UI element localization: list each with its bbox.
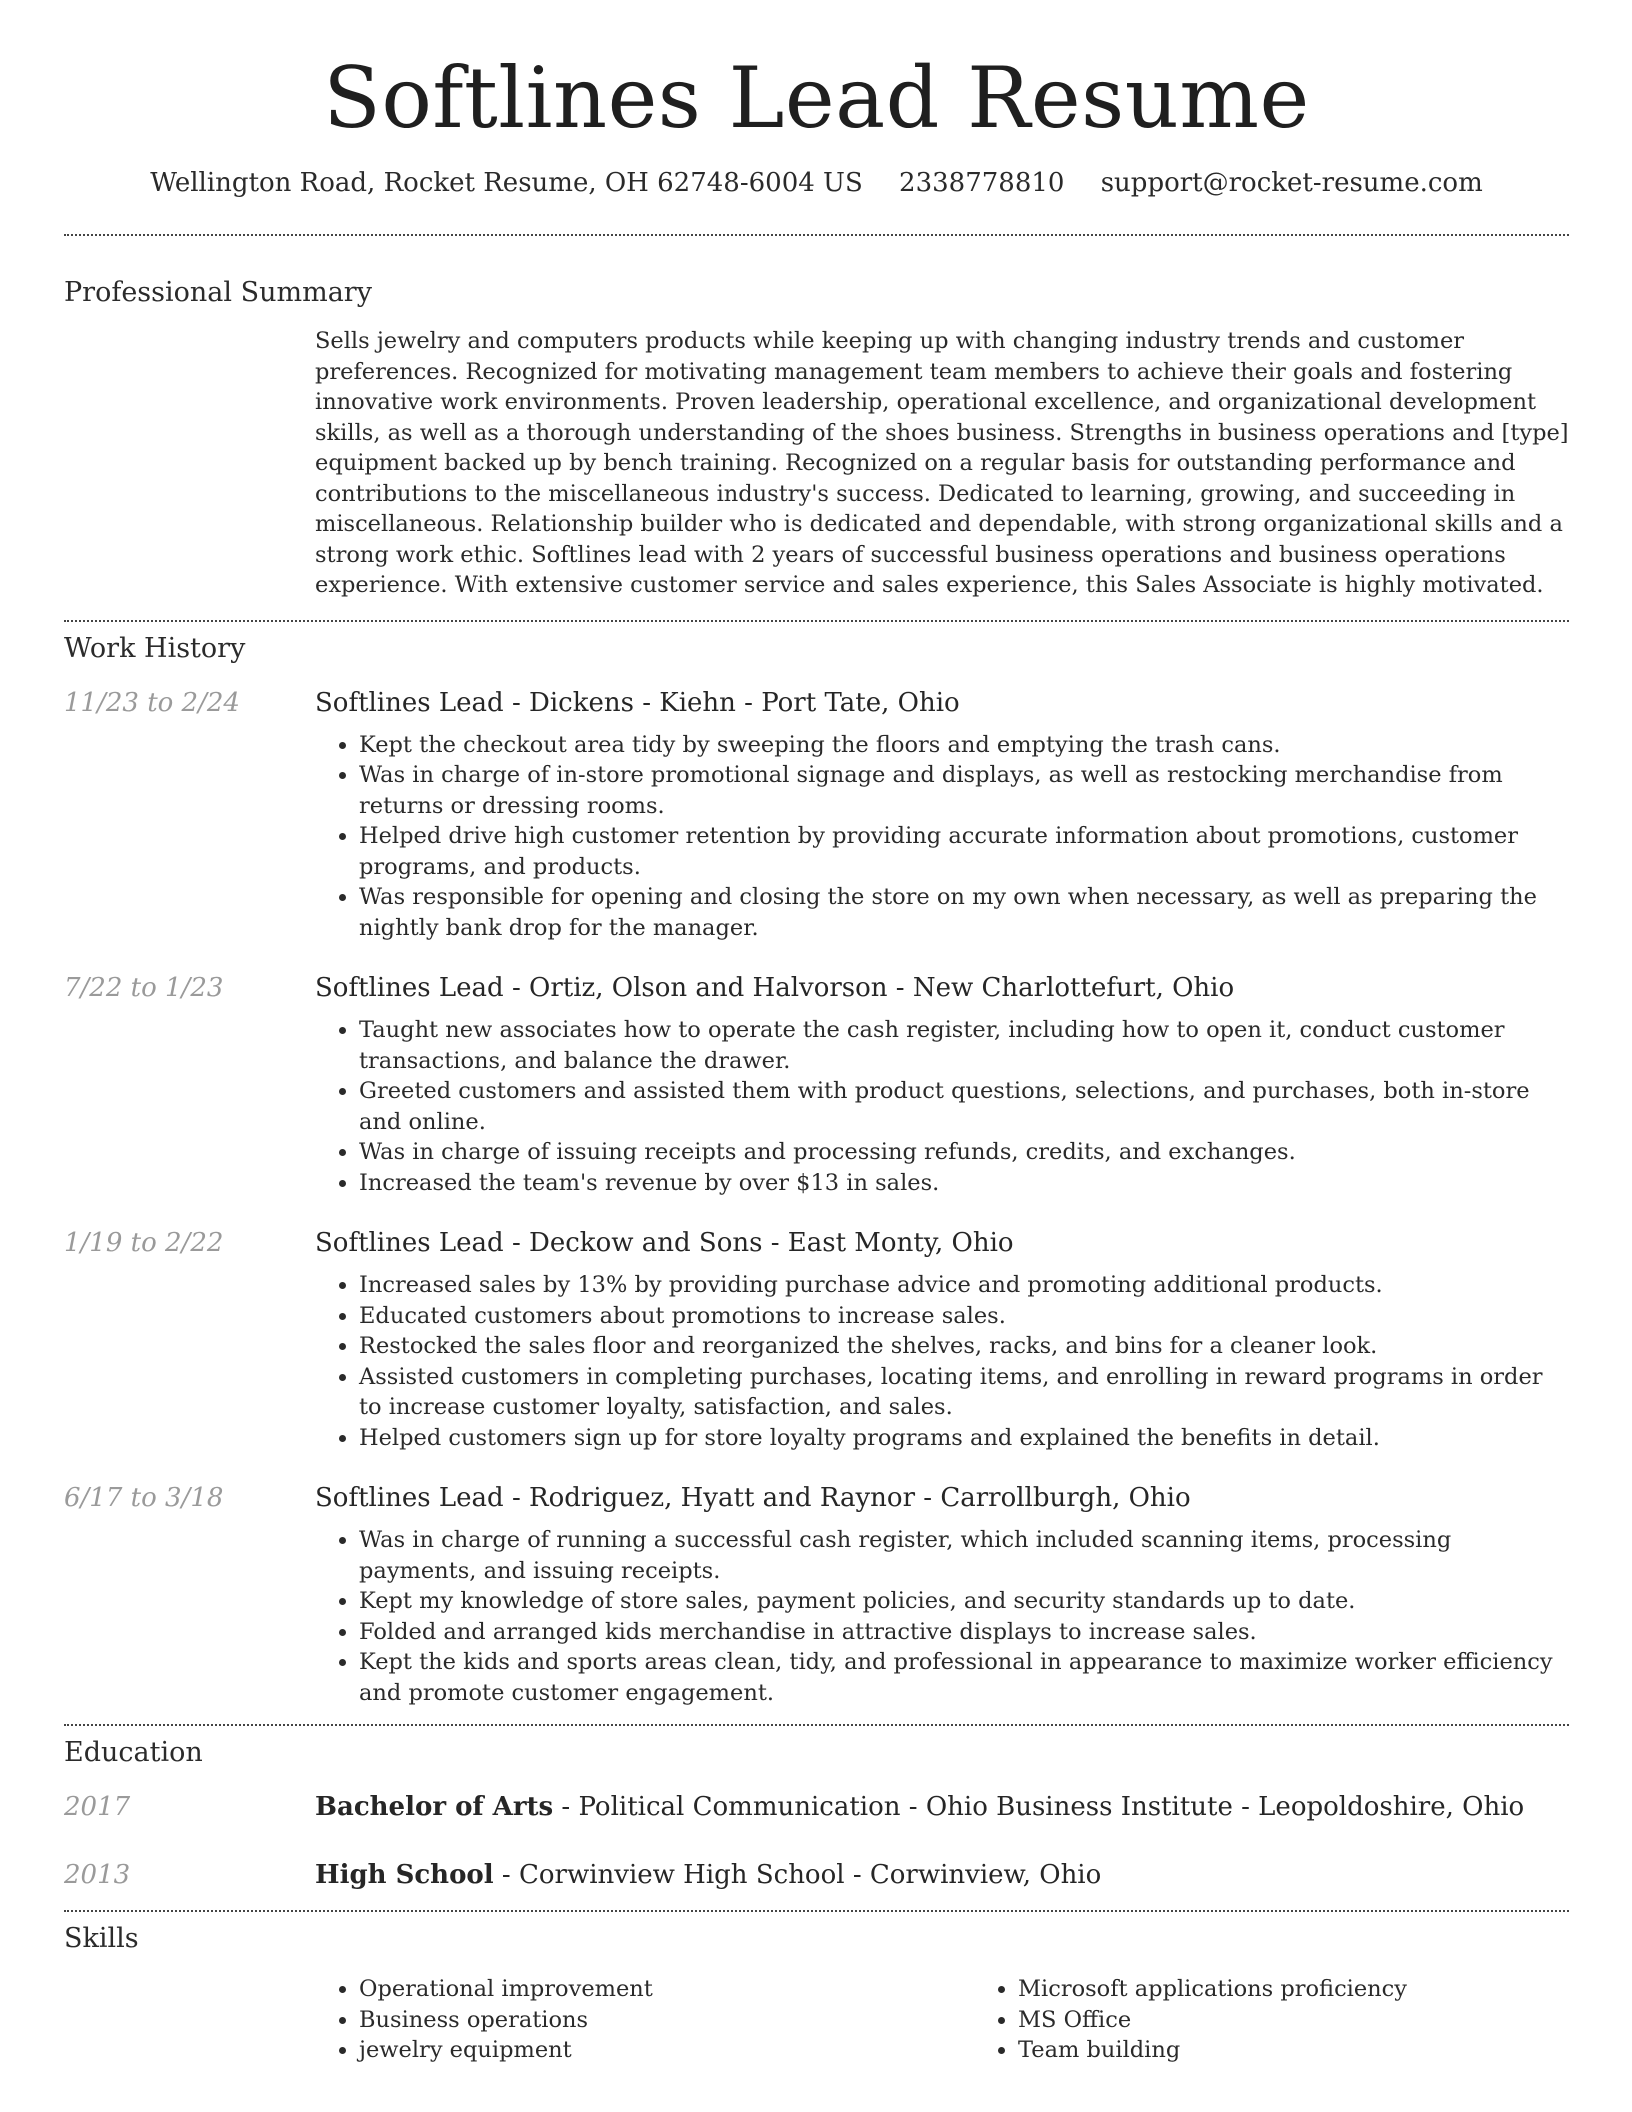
contact-address: Wellington Road, Rocket Resume, OH 62748-6004 US: [150, 168, 863, 199]
education-entry: [64, 1858, 1569, 1892]
job-bullet: • Increased the team's revenue by over $13 in sales.: [359, 1168, 1569, 1199]
skill-item: • Operational improvement: [359, 1974, 974, 2005]
education-year: 2013: [64, 1860, 131, 1891]
job-bullet: • Assisted customers in completing purchases, locating items, and enrolling in reward programs in order to increase customer loyalty, satisfaction, and sales.: [359, 1362, 1569, 1423]
skill-item: • Microsoft applications proficiency: [1018, 1974, 1632, 2005]
resume-page: [64, 0, 1569, 2066]
job-title: Softlines Lead - Dickens - Kiehn - Port Tate, Ohio: [315, 687, 960, 718]
section-title-summary: Professional Summary: [64, 277, 372, 309]
job-dates: 7/22 to 1/23: [64, 973, 224, 1004]
contact-email: support@rocket-resume.com: [1100, 168, 1483, 199]
job-bullet: • Was responsible for opening and closing the store on my own when necessary, as well as preparing the nightly bank drop for the manager.: [359, 882, 1569, 943]
job-bullets: [315, 1525, 1569, 1708]
education-details: - Corwinview High School - Corwinview, Ohio: [493, 1860, 1102, 1891]
section-title-education: Education: [64, 1737, 203, 1769]
job-bullet: • Increased sales by 13% by providing purchase advice and promoting additional products.: [359, 1270, 1569, 1301]
job-dates: 6/17 to 3/18: [64, 1483, 224, 1514]
job-dates: 1/19 to 2/22: [64, 1228, 224, 1259]
summary-text: Sells jewelry and computers products while keeping up with changing industry trends and customer preferences. Recognized for motivating management team members to achieve their goals and fostering innovative work environments. Proven leadership, operational excellence, and organizational development skills, as well as a thorough understanding of the shoes business. Strengths in business operations and [type] equipment backed up by bench training. Recognized on a regular basis for outstanding performance and contributions to the miscellaneous industry's success. Dedicated to learning, growing, and succeeding in miscellaneous. Relationship builder who is dedicated and dependable, with strong organizational skills and a strong work ethic. Softlines lead with 2 years of successful business operations and business operations experience. With extensive customer service and sales experience, this Sales Associate is highly motivated.: [315, 328, 1569, 599]
job-dates: 11/23 to 2/24: [64, 687, 240, 718]
divider: [64, 234, 1569, 236]
job-entry: [64, 1226, 1569, 1453]
job-bullet: • Taught new associates how to operate the cash register, including how to open it, conduct customer transactions, and balance the drawer.: [359, 1015, 1569, 1076]
skill-item: • Team building: [1018, 2035, 1632, 2066]
job-bullet: • Kept my knowledge of store sales, payment policies, and security standards up to date.: [359, 1586, 1569, 1617]
job-bullet: • Greeted customers and assisted them with product questions, selections, and purchases, both in-store and online.: [359, 1076, 1569, 1137]
job-bullets: [315, 1015, 1569, 1198]
job-bullet: • Was in charge of running a successful cash register, which included scanning items, processing payments, and issuing receipts.: [359, 1525, 1569, 1586]
skills-list-left: [315, 1974, 974, 2066]
contact-line: [64, 168, 1569, 198]
education-title: [315, 1790, 1569, 1824]
job-bullet: • Was in charge of in-store promotional signage and displays, as well as restocking merchandise from returns or dressing rooms.: [359, 760, 1569, 821]
job-bullet: • Restocked the sales floor and reorganized the shelves, racks, and bins for a cleaner look.: [359, 1331, 1569, 1362]
education-year: 2017: [64, 1792, 131, 1823]
education-degree: Bachelor of Arts: [315, 1792, 554, 1823]
job-bullet: • Educated customers about promotions to increase sales.: [359, 1301, 1569, 1332]
skill-item: • Business operations: [359, 2005, 974, 2036]
divider: [64, 1724, 1569, 1726]
job-bullet: • Was in charge of issuing receipts and processing refunds, credits, and exchanges.: [359, 1137, 1569, 1168]
job-entry: [64, 1481, 1569, 1708]
resume-title: Softlines Lead Resume: [323, 49, 1310, 147]
education-entry: [64, 1790, 1569, 1824]
job-bullets: [315, 1270, 1569, 1453]
education-title: [315, 1858, 1569, 1892]
education-details: - Political Communication - Ohio Business Institute - Leopoldoshire, Ohio: [553, 1792, 1525, 1823]
section-title-skills: Skills: [64, 1923, 139, 1955]
skills-row: [64, 1964, 1569, 2066]
job-title: Softlines Lead - Ortiz, Olson and Halvorson - New Charlottefurt, Ohio: [315, 973, 1235, 1004]
divider: [64, 1910, 1569, 1912]
section-title-work-history: Work History: [64, 632, 246, 664]
job-entry: [64, 971, 1569, 1198]
job-bullet: • Kept the checkout area tidy by sweeping the floors and emptying the trash cans.: [359, 730, 1569, 761]
job-bullet: • Helped drive high customer retention by providing accurate information about promotions, customer programs, and products.: [359, 821, 1569, 882]
job-entry: [64, 686, 1569, 944]
job-bullet: • Kept the kids and sports areas clean, tidy, and professional in appearance to maximize worker efficiency and promote customer engagement.: [359, 1647, 1569, 1708]
summary-row: [64, 326, 1569, 601]
job-title: Softlines Lead - Deckow and Sons - East Monty, Ohio: [315, 1228, 1014, 1259]
divider: [64, 620, 1569, 622]
job-bullet: • Helped customers sign up for store loyalty programs and explained the benefits in detail.: [359, 1423, 1569, 1454]
job-bullet: • Folded and arranged kids merchandise in attractive displays to increase sales.: [359, 1617, 1569, 1648]
job-bullets: [315, 730, 1569, 944]
skill-item: • jewelry equipment: [359, 2035, 974, 2066]
job-title: Softlines Lead - Rodriguez, Hyatt and Raynor - Carrollburgh, Ohio: [315, 1483, 1191, 1514]
education-degree: High School: [315, 1860, 494, 1891]
skills-list-right: [974, 1974, 1632, 2066]
contact-phone: 2338778810: [899, 168, 1065, 199]
skill-item: • MS Office: [1018, 2005, 1632, 2036]
